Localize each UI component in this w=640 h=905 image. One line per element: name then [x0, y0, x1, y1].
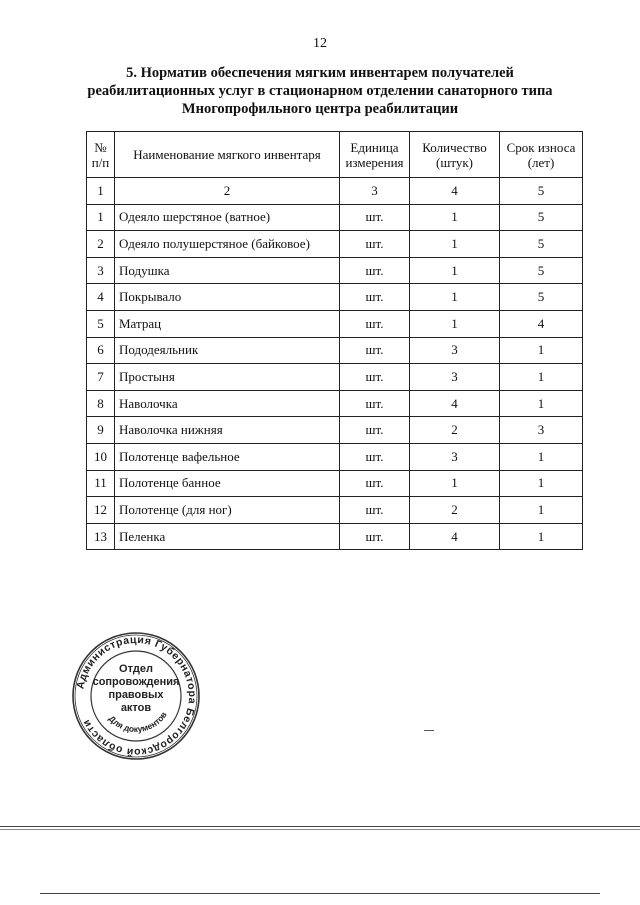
- table-row: [87, 390, 583, 417]
- document-title: [80, 64, 560, 118]
- item-name: Пододеяльник: [115, 337, 340, 364]
- seal-line: сопровождения: [92, 676, 180, 688]
- table-row: [87, 523, 583, 550]
- row-number: 13: [87, 523, 115, 550]
- quantity: 2: [410, 417, 500, 444]
- header-unit: Единица измерения: [340, 132, 410, 178]
- wear-term: 1: [500, 337, 583, 364]
- unit: шт.: [340, 470, 410, 497]
- quantity: 3: [410, 443, 500, 470]
- table-row: [87, 284, 583, 311]
- stray-mark: [424, 730, 434, 731]
- wear-term: 1: [500, 470, 583, 497]
- item-name: Наволочка нижняя: [115, 417, 340, 444]
- unit: шт.: [340, 443, 410, 470]
- wear-term: 1: [500, 497, 583, 524]
- wear-term: 5: [500, 231, 583, 258]
- unit: шт.: [340, 390, 410, 417]
- row-number: 4: [87, 284, 115, 311]
- title-line-3: Многопрофильного центра реабилитации: [181, 101, 459, 117]
- quantity: 1: [410, 310, 500, 337]
- item-name: Одеяло шерстяное (ватное): [115, 204, 340, 231]
- row-number: 12: [87, 497, 115, 524]
- quantity: 1: [410, 470, 500, 497]
- scan-line: [0, 829, 640, 830]
- table-row: [87, 257, 583, 284]
- quantity: 1: [410, 231, 500, 258]
- column-number: 1: [87, 178, 115, 205]
- row-number: 10: [87, 443, 115, 470]
- table-row: [87, 417, 583, 444]
- unit: шт.: [340, 364, 410, 391]
- quantity: 3: [410, 337, 500, 364]
- seal-line: актов: [120, 702, 152, 714]
- official-seal: [70, 630, 202, 762]
- wear-term: 4: [500, 310, 583, 337]
- unit: шт.: [340, 337, 410, 364]
- table-row: [87, 470, 583, 497]
- quantity: 2: [410, 497, 500, 524]
- unit: шт.: [340, 417, 410, 444]
- item-name: Одеяло полушерстяное (байковое): [115, 231, 340, 258]
- page-number: 12: [313, 36, 327, 51]
- seal-line: Отдел: [119, 663, 153, 675]
- wear-term: 5: [500, 204, 583, 231]
- column-number-row: [87, 178, 583, 205]
- wear-term: 1: [500, 523, 583, 550]
- quantity: 1: [410, 257, 500, 284]
- seal-line: правовых: [108, 689, 164, 701]
- row-number: 6: [87, 337, 115, 364]
- column-number: 5: [500, 178, 583, 205]
- table-row: [87, 337, 583, 364]
- quantity: 4: [410, 390, 500, 417]
- unit: шт.: [340, 257, 410, 284]
- row-number: 2: [87, 231, 115, 258]
- row-number: 7: [87, 364, 115, 391]
- item-name: Полотенце (для ног): [115, 497, 340, 524]
- header-wear-term: Срок износа (лет): [500, 132, 583, 178]
- item-name: Наволочка: [115, 390, 340, 417]
- item-name: Полотенце вафельное: [115, 443, 340, 470]
- unit: шт.: [340, 204, 410, 231]
- quantity: 1: [410, 204, 500, 231]
- item-name: Простыня: [115, 364, 340, 391]
- scan-line: [0, 826, 640, 827]
- item-name: Покрывало: [115, 284, 340, 311]
- wear-term: 3: [500, 417, 583, 444]
- header-name: Наименование мягкого инвентаря: [115, 132, 340, 178]
- item-name: Полотенце банное: [115, 470, 340, 497]
- seal-inner-text: Для документов: [106, 709, 169, 735]
- wear-term: 1: [500, 390, 583, 417]
- row-number: 5: [87, 310, 115, 337]
- table-row: [87, 443, 583, 470]
- row-number: 1: [87, 204, 115, 231]
- quantity: 1: [410, 284, 500, 311]
- wear-term: 1: [500, 364, 583, 391]
- unit: шт.: [340, 284, 410, 311]
- unit: шт.: [340, 497, 410, 524]
- row-number: 11: [87, 470, 115, 497]
- quantity: 3: [410, 364, 500, 391]
- wear-term: 5: [500, 284, 583, 311]
- table-row: [87, 364, 583, 391]
- unit: шт.: [340, 523, 410, 550]
- row-number: 9: [87, 417, 115, 444]
- wear-term: 5: [500, 257, 583, 284]
- table-header-row: [87, 132, 583, 178]
- unit: шт.: [340, 310, 410, 337]
- row-number: 3: [87, 257, 115, 284]
- item-name: Пеленка: [115, 523, 340, 550]
- item-name: Подушка: [115, 257, 340, 284]
- inventory-table: [86, 131, 583, 550]
- header-number: № п/п: [87, 132, 115, 178]
- table-row: [87, 231, 583, 258]
- title-line-2: реабилитационных услуг в стационарном отделении санаторного типа: [87, 83, 553, 99]
- table-row: [87, 204, 583, 231]
- column-number: 4: [410, 178, 500, 205]
- table-row: [87, 497, 583, 524]
- title-line-1: 5. Норматив обеспечения мягким инвентарем получателей: [126, 65, 514, 81]
- table-row: [87, 310, 583, 337]
- unit: шт.: [340, 231, 410, 258]
- column-number: 3: [340, 178, 410, 205]
- seal-center-text: [70, 663, 202, 715]
- scan-line: [40, 893, 600, 894]
- column-number: 2: [115, 178, 340, 205]
- row-number: 8: [87, 390, 115, 417]
- quantity: 4: [410, 523, 500, 550]
- item-name: Матрац: [115, 310, 340, 337]
- seal-outer-text: Администрация Губернатора Белгородской области: [74, 633, 199, 759]
- wear-term: 1: [500, 443, 583, 470]
- header-quantity: Количество (штук): [410, 132, 500, 178]
